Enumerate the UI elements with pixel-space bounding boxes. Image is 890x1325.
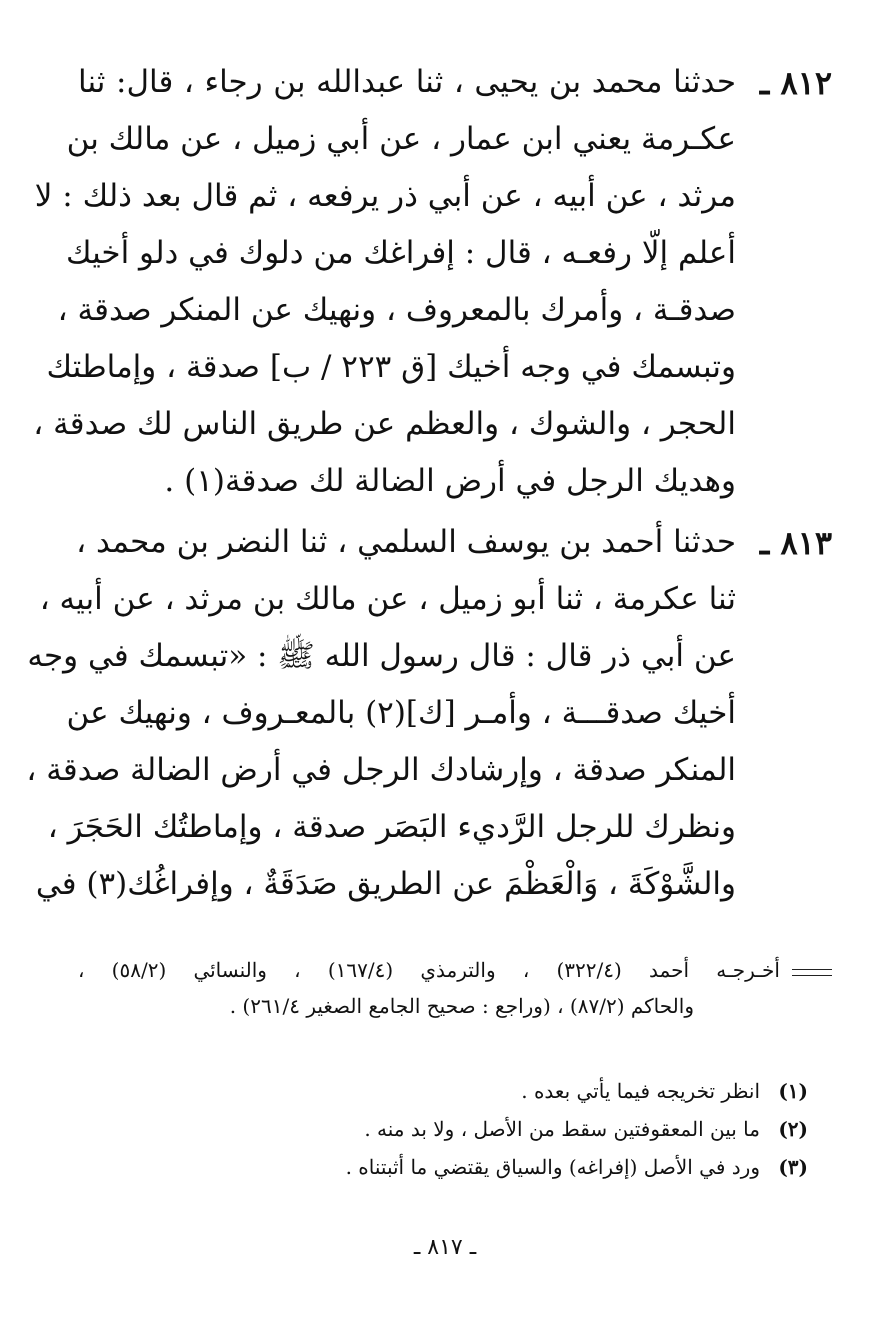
takhrij-line: أخـرجـه أحمد (٣٢٢/٤) ، والترمذي (١٦٧/٤) ، والنسائي (٥٨/٢) ،	[78, 958, 780, 982]
footnote-text: ما بين المعقوفتين سقط من الأصل ، ولا بد منه .	[364, 1117, 760, 1141]
text-line: المنكر صدقة ، وإرشادك الرجل في أرض الضالة صدقة ،	[26, 752, 736, 788]
footnotes	[78, 1072, 808, 1186]
text-line: مرثد ، عن أبيه ، عن أبي ذر يرفعه ، ثم قال بعد ذلك : لا	[34, 178, 736, 214]
text-line: حدثنا أحمد بن يوسف السلمي ، ثنا النضر بن محمد ،	[76, 524, 736, 560]
text-line: الحجر ، والشوك ، والعظم عن طريق الناس لك صدقة ،	[33, 406, 736, 442]
text-line: عكـرمة يعني ابن عمار ، عن أبي زميل ، عن مالك بن	[66, 121, 736, 157]
footnote-number: (٢)	[778, 1117, 808, 1141]
page-number: ـ ٨١٧ ـ	[413, 1235, 477, 1260]
takhrij-note	[78, 952, 832, 1024]
footnote	[78, 1072, 808, 1110]
text-line: حدثنا محمد بن يحيى ، ثنا عبدالله بن رجاء ، قال: ثنا	[78, 64, 736, 100]
text-line: والشَّوْكَةَ ، وَالْعَظْمَ عن الطريق صَدَقَةٌ ، وإفراغُك(٣) في	[35, 866, 736, 902]
hadith-number: ٨١٢ ـ	[759, 64, 832, 102]
takhrij-line: والحاكم (٨٧/٢) ، (وراجع : صحيح الجامع الصغير ٢٦١/٤) .	[229, 994, 694, 1018]
takhrij-marker	[792, 969, 832, 976]
footnote-number: (٣)	[778, 1155, 808, 1179]
footnote-number: (١)	[778, 1079, 808, 1103]
footnote-text: ورد في الأصل (إفراغه) والسياق يقتضي ما أثبتناه .	[345, 1155, 760, 1179]
text-line: وتبسمك في وجه أخيك [ق ٢٢٣ / ب] صدقة ، وإماطتك	[46, 349, 736, 385]
hadith-text	[33, 54, 736, 510]
hadith-text	[26, 514, 736, 913]
text-line: وهديك الرجل في أرض الضالة لك صدقة(١) .	[164, 463, 736, 499]
text-line: ثنا عكرمة ، ثنا أبو زميل ، عن مالك بن مرثد ، عن أبيه ،	[39, 581, 736, 617]
text-line: ونظرك للرجل الرَّديء البَصَر صدقة ، وإماطتُك الحَجَرَ ،	[47, 809, 736, 845]
hadith-number: ٨١٣ ـ	[759, 524, 832, 562]
footnote-text: انظر تخريجه فيما يأتي بعده .	[521, 1079, 760, 1103]
text-line: عن أبي ذر قال : قال رسول الله ﷺ : «تبسمك في وجه	[27, 638, 736, 674]
text-line: أعلم إلّا رفعـه ، قال : إفراغك من دلوك في دلو أخيك	[65, 235, 736, 271]
footnote	[78, 1148, 808, 1186]
text-line: صدقـة ، وأمرك بالمعروف ، ونهيك عن المنكر صدقة ،	[57, 292, 736, 328]
text-line: أخيك صدقـــة ، وأمـر [ك](٢) بالمعـروف ، ونهيك عن	[66, 695, 736, 731]
footnote	[78, 1110, 808, 1148]
